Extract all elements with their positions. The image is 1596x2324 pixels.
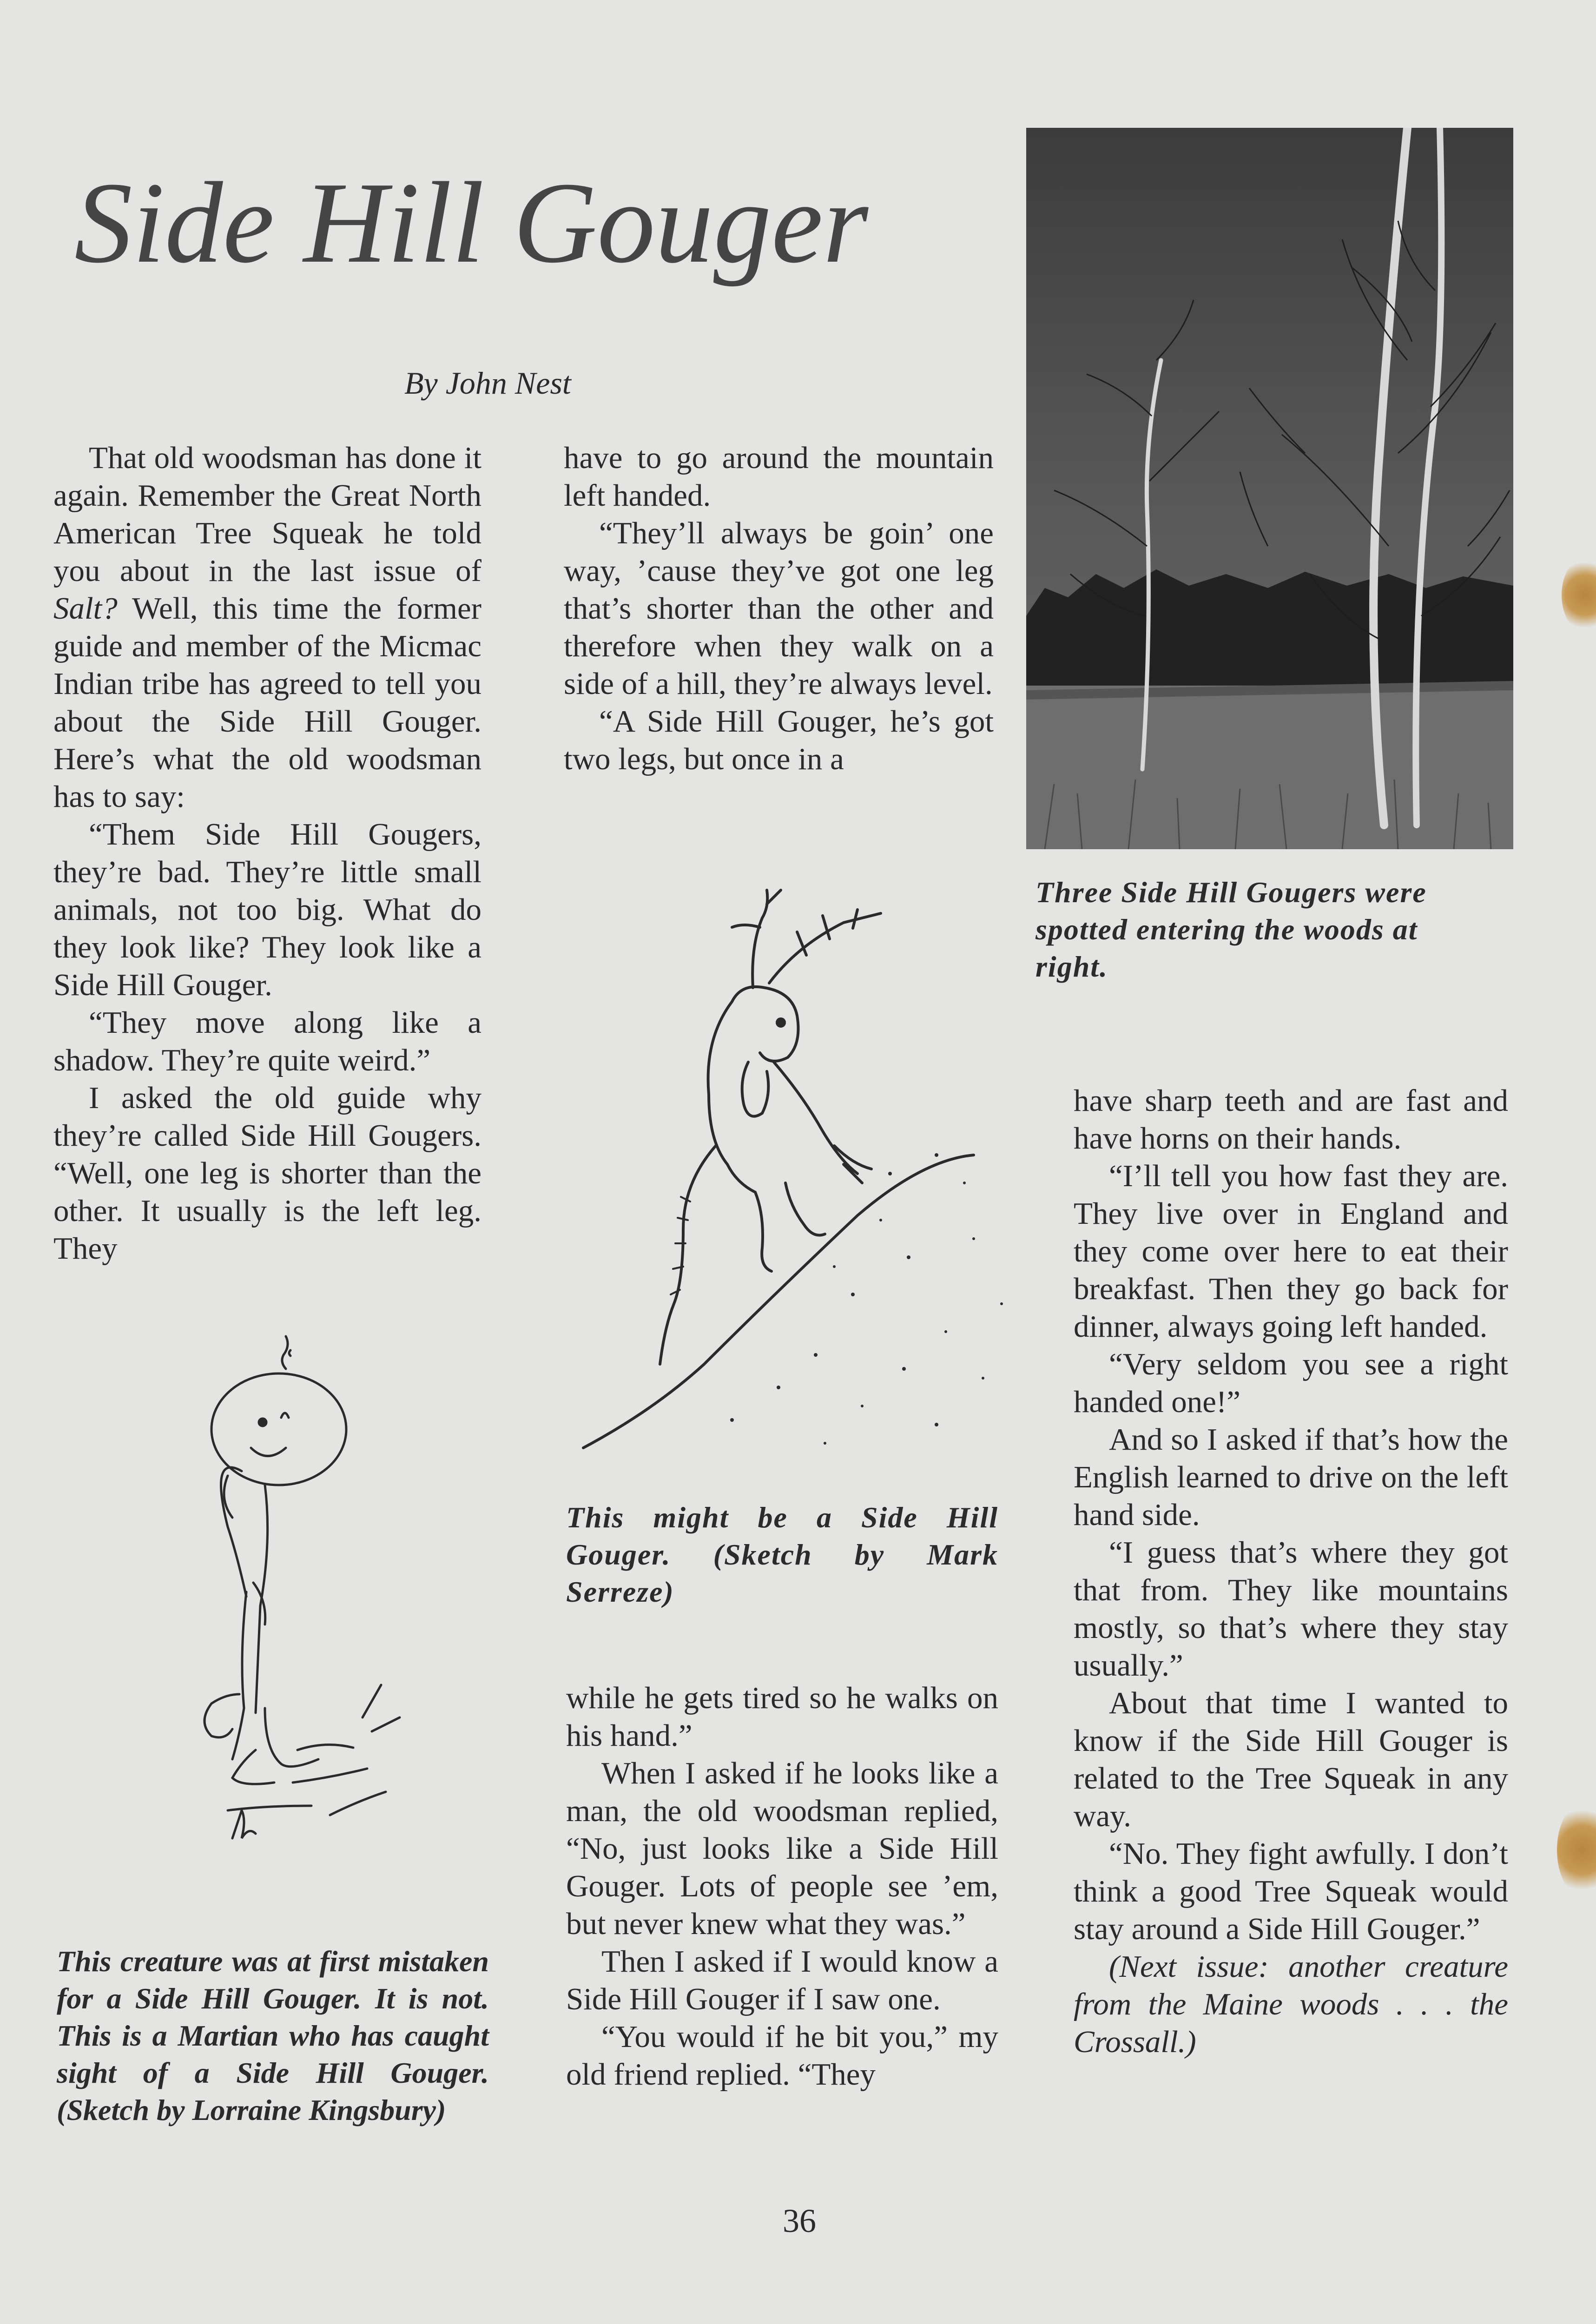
paragraph: “Very seldom you see a right handed one!” bbox=[1074, 1347, 1508, 1419]
paragraph: “I guess that’s where they got that from. They like mountains mostly, so that’s where they stay usually.” bbox=[1074, 1535, 1508, 1683]
paragraph: “I’ll tell you how fast they are. They live over in England and they come over here to eat their breakfast. Then they go back for dinner, always going left handed. bbox=[1074, 1159, 1508, 1344]
photo-caption: Three Side Hill Gougers were spotted entering the woods at right. bbox=[1035, 876, 1427, 983]
column-2-bottom-text bbox=[566, 1679, 998, 2093]
magazine-title-italic: Salt? bbox=[53, 591, 118, 626]
column-2-top-text bbox=[564, 439, 994, 778]
creature-sketch-caption: This might be a Side Hill Gouger. (Sketch by Mark Serreze) bbox=[566, 1501, 998, 1608]
text-run: That old woodsman has done it again. Remember the Great North American Tree Squeak he told you about in the last issue of bbox=[53, 441, 481, 588]
paragraph: “A Side Hill Gouger, he’s got two legs, but once in a bbox=[564, 704, 994, 776]
paper-stain bbox=[1562, 558, 1596, 632]
paragraph: have sharp teeth and are fast and have horns on their hands. bbox=[1074, 1083, 1508, 1155]
column-1-text bbox=[53, 439, 481, 1268]
side-hill-gouger-sketch bbox=[555, 885, 1029, 1499]
paragraph: while he gets tired so he walks on his hand.” bbox=[566, 1681, 998, 1753]
text-run: Well, this time the former guide and member of the Micmac Indian tribe has agreed to tell you about the Side Hill Gouger. Here’s what the old woodsman has to say: bbox=[53, 591, 481, 814]
martian-sketch bbox=[158, 1332, 446, 1913]
paragraph: About that time I wanted to know if the Side Hill Gouger is related to the Tree Squeak in any way. bbox=[1074, 1686, 1508, 1833]
paragraph: Then I asked if I would know a Side Hill Gouger if I saw one. bbox=[566, 1944, 998, 2016]
paragraph bbox=[53, 439, 481, 816]
paragraph: have to go around the mountain left handed. bbox=[564, 441, 994, 513]
article-title: Side Hill Gouger bbox=[74, 158, 869, 287]
paragraph: “They move along like a shadow. They’re quite weird.” bbox=[53, 1005, 481, 1077]
paragraph: “They’ll always be goin’ one way, ’cause they’ve got one leg that’s shorter than the other and therefore when they walk on a side of a hill, they’re always level. bbox=[564, 516, 994, 701]
birch-trees-photo bbox=[1026, 128, 1513, 849]
paragraph: And so I asked if that’s how the English learned to drive on the left hand side. bbox=[1074, 1422, 1508, 1532]
page-number: 36 bbox=[783, 2202, 816, 2239]
paragraph: When I asked if he looks like a man, the old woodsman replied, “No, just looks like a Side Hill Gouger. Lots of people see ’em, but never knew what they was.” bbox=[566, 1756, 998, 1941]
next-issue-note: (Next issue: another creature from the Maine woods . . . the Crossall.) bbox=[1074, 1949, 1508, 2059]
paper-stain bbox=[1557, 1803, 1596, 1896]
paragraph: “No. They fight awfully. I don’t think a good Tree Squeak would stay around a Side Hill Gouger.” bbox=[1074, 1836, 1508, 1946]
column-3-text bbox=[1074, 1082, 1508, 2061]
paragraph: “You would if he bit you,” my old friend replied. “They bbox=[566, 2020, 998, 2092]
martian-sketch-caption: This creature was at first mistaken for a Side Hill Gouger. It is not. This is a Martian who has caught sight of a Side Hill Gouger. (Sketch by Lorraine Kingsbury) bbox=[57, 1945, 489, 2126]
paragraph: I asked the old guide why they’re called Side Hill Gougers. “Well, one leg is shorter than the other. It usually is the left leg. They bbox=[53, 1081, 481, 1266]
byline: By John Nest bbox=[404, 365, 571, 401]
paragraph: “Them Side Hill Gougers, they’re bad. They’re little small animals, not too big. What do they look like? They look like a Side Hill Gouger. bbox=[53, 817, 481, 1002]
